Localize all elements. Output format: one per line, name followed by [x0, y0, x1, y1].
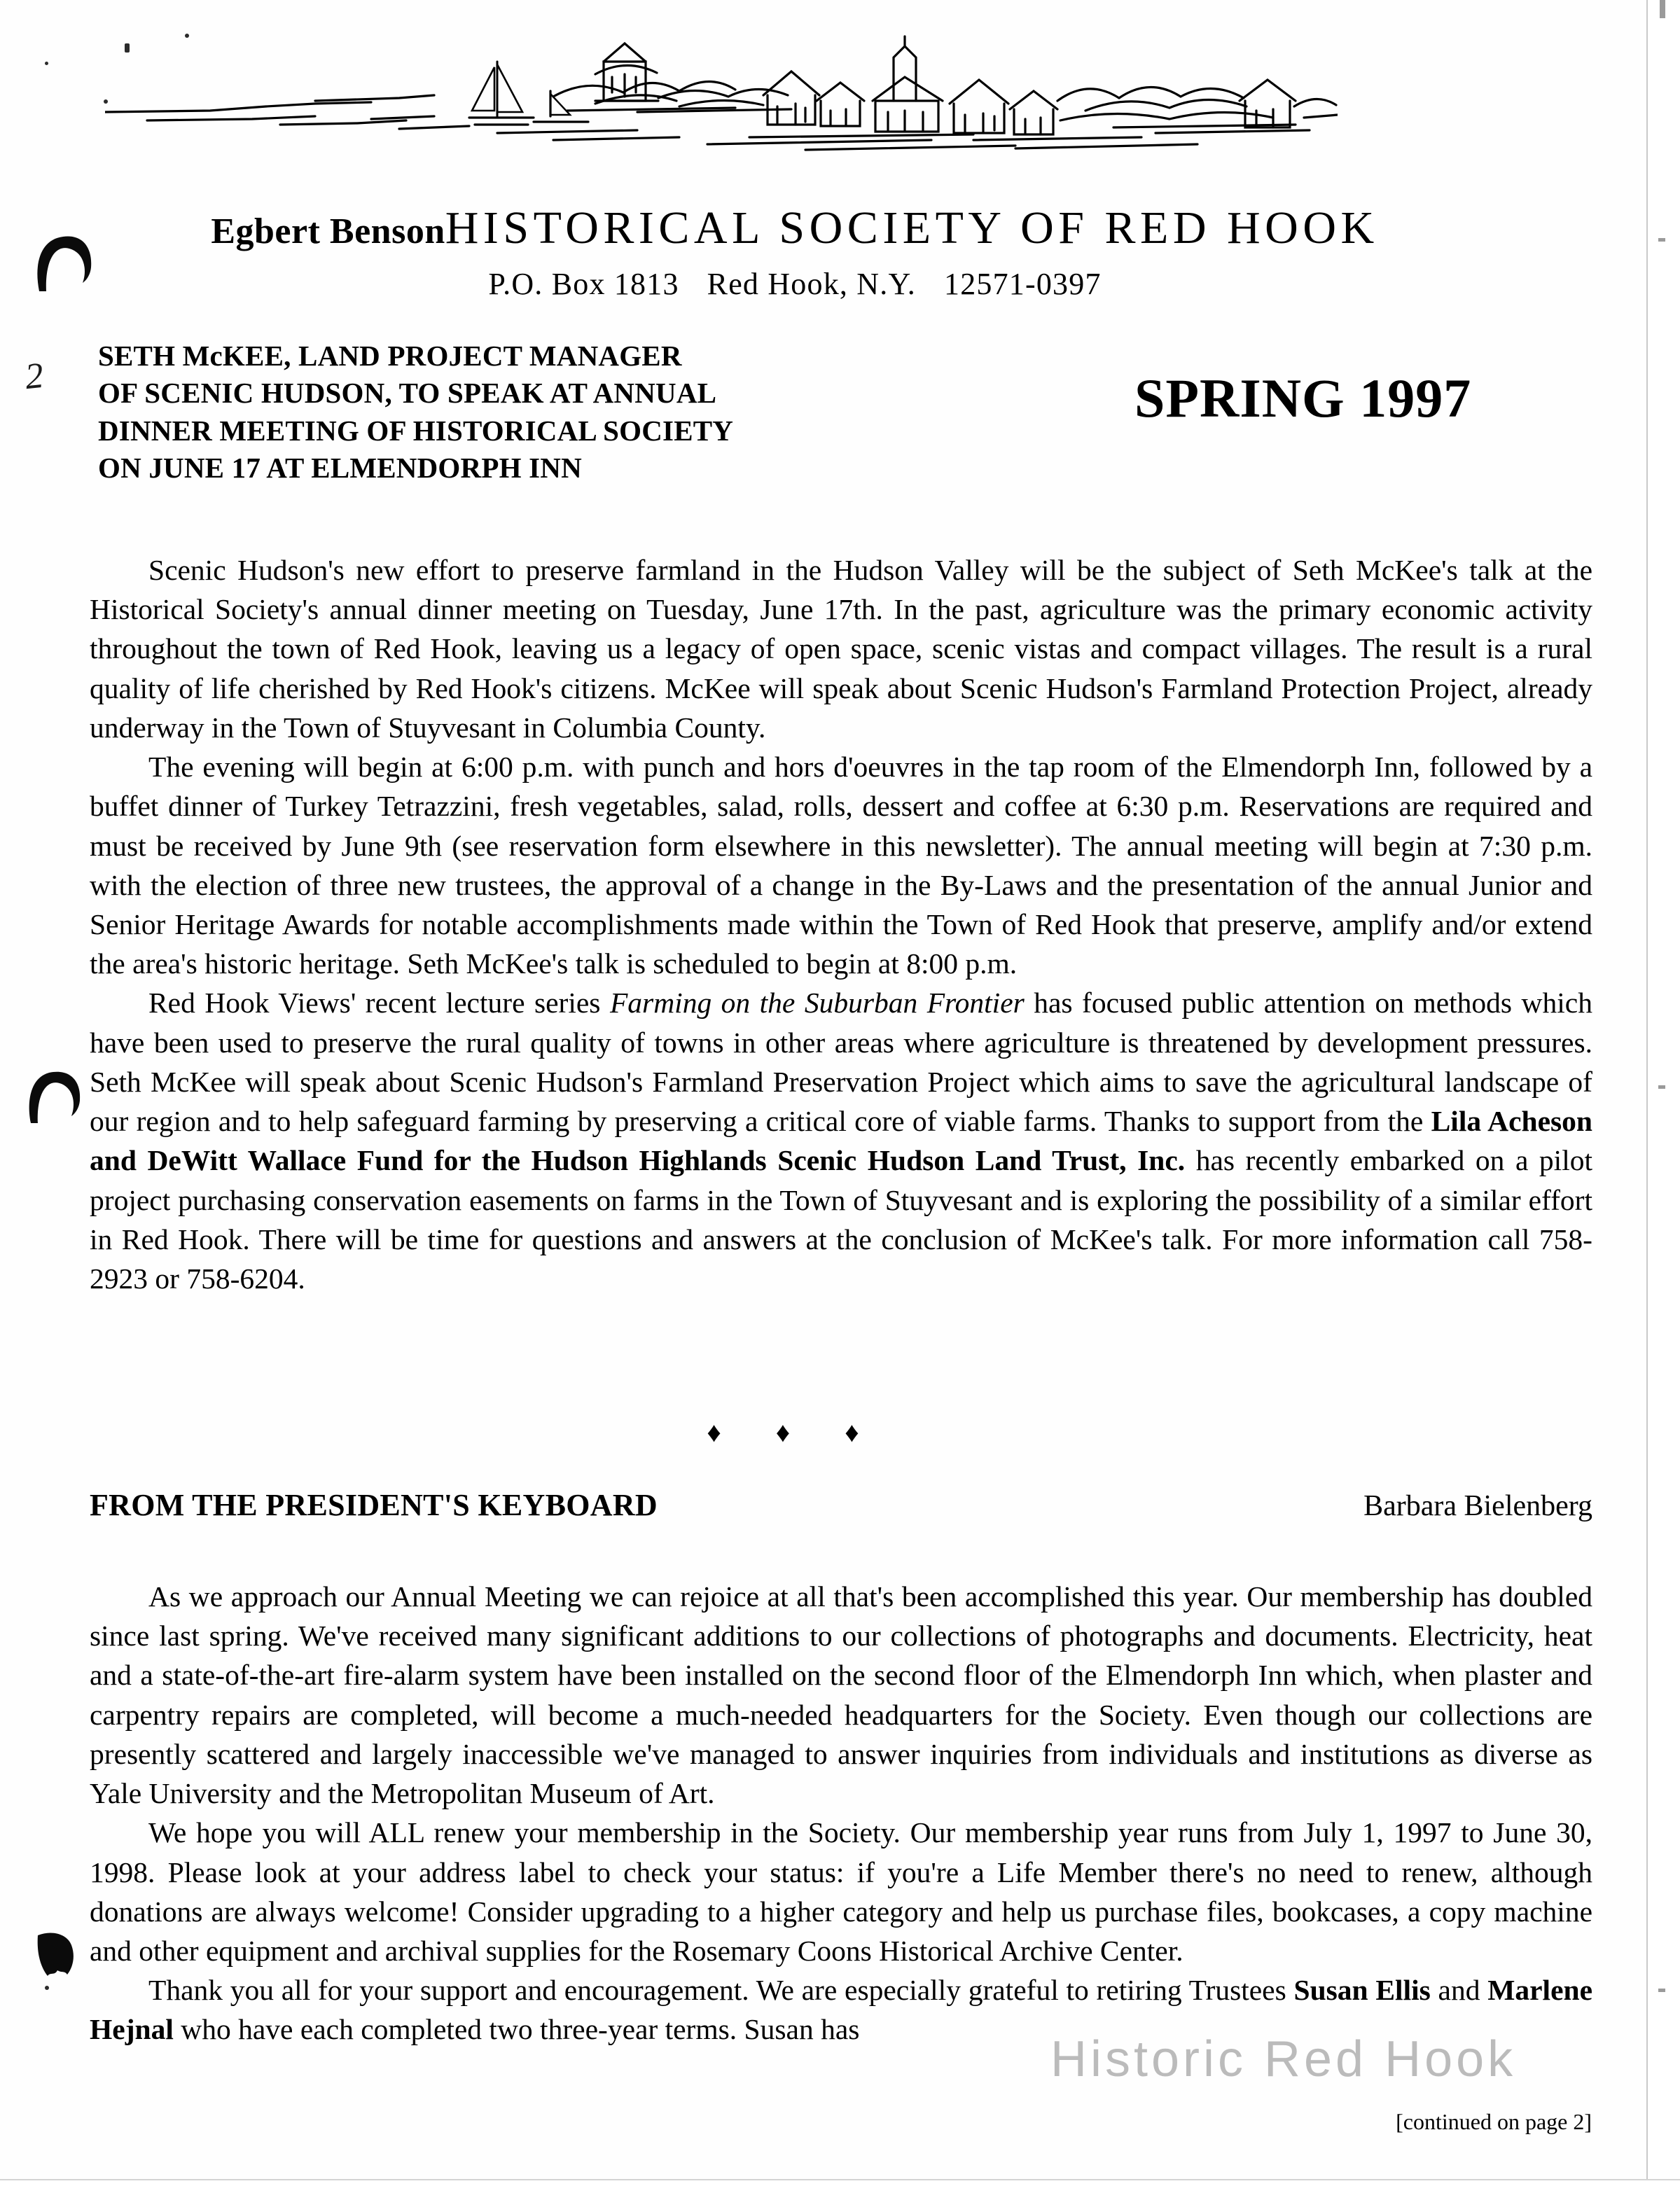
- edge-tick-mid3: [1658, 1989, 1665, 1992]
- issue-season: SPRING 1997: [1134, 368, 1472, 429]
- headline-line-2: OF SCENIC HUDSON, TO SPEAK AT ANNUAL: [98, 377, 717, 410]
- masthead-address: [0, 266, 1590, 302]
- scan-right-edge: [1646, 0, 1680, 2193]
- scan-speck: [45, 62, 48, 65]
- fund-name: Lila Acheson and DeWitt Wallace Fund for the Hudson Highlands Scenic Hudson Land Trust, Inc.: [90, 1105, 1592, 1177]
- headline-line-1: SETH McKEE, LAND PROJECT MANAGER: [98, 340, 682, 372]
- masthead-city-state: Red Hook, N.Y.: [707, 267, 916, 301]
- president-section-header: [90, 1487, 1592, 1523]
- article-headline: [98, 337, 966, 487]
- president-p3-text-b: who have each completed two three-year terms. Susan has: [173, 2013, 860, 2046]
- paragraph3-text-a: Red Hook Views' recent lecture series: [148, 987, 610, 1019]
- trustee-name-marlene-hejnal: Marlene Hejnal: [90, 1974, 1593, 2046]
- president-body: [90, 1577, 1592, 2049]
- edge-tick-mid: [1658, 238, 1665, 242]
- scan-ink-blob-bottom-left: [34, 1930, 77, 1980]
- president-byline: Barbara Bielenberg: [1363, 1490, 1592, 1522]
- watermark-historic-red-hook: Historic Red Hook: [1050, 2031, 1517, 2087]
- masthead-script-name: Egbert Benson: [211, 211, 445, 251]
- president-section-title: FROM THE PRESIDENT'S KEYBOARD: [90, 1488, 658, 1522]
- scan-speck: [45, 1986, 49, 1990]
- trustee-name-susan-ellis: Susan Ellis: [1293, 1974, 1431, 2007]
- article-body: [90, 550, 1592, 1298]
- diamond-separator: ♦ ♦ ♦: [707, 1416, 883, 1448]
- headline-line-4: ON JUNE 17 AT ELMENDORPH INN: [98, 451, 582, 484]
- masthead-title: [0, 202, 1590, 255]
- president-paragraph-3: [90, 1970, 1592, 2049]
- masthead-po-box: P.O. Box 1813: [488, 267, 679, 301]
- president-paragraph-2: We hope you will ALL renew your membership in the Society. Our membership year runs from July 1, 1997 to June 30, 1998. Please look at your address label to check your status: if you're a Life Member there's no need to renew, although donations are always welcome! Consider upgrading to a higher category and help us purchase files, bookcases, a copy machine and other equipment and archival supplies for the Rosemary Coons Historical Archive Center.: [90, 1816, 1592, 1967]
- village-engraving-illustration: [105, 34, 1338, 153]
- masthead-zip: 12571-0397: [944, 267, 1102, 301]
- headline-line-3: DINNER MEETING OF HISTORICAL SOCIETY: [98, 414, 734, 447]
- masthead-society-name: HISTORICAL SOCIETY OF RED HOOK: [445, 202, 1379, 253]
- continued-note: [continued on page 2]: [1396, 2109, 1592, 2134]
- article-paragraph-1: Scenic Hudson's new effort to preserve farmland in the Hudson Valley will be the subject of Seth McKee's talk at the Historical Society's annual dinner meeting on Tuesday, June 17th. In the past, agriculture was the primary economic activity throughout the town of Red Hook, leaving us a legacy of open space, scenic vistas and compact villages. The result is a rural quality of life cherished by Red Hook's citizens. McKee will speak about Scenic Hudson's Farmland Protection Project, already underway in the Town of Stuyvesant in Columbia County.: [90, 554, 1592, 744]
- president-paragraph-1: As we approach our Annual Meeting we can rejoice at all that's been accomplished this year. Our membership has doubled since last spring. We've received many significant additions to our collections of photographs and documents. Electricity, heat and a state-of-the-art fire-alarm system have been installed on the second floor of the Elmendorph Inn which, when plaster and carpentry repairs are completed, will become a much-needed headquarters for the Society. Even though our collections are presently scattered and largely inaccessible we've managed to answer inquiries from individuals and institutions as diverse as Yale University and the Metropolitan Museum of Art.: [90, 1580, 1592, 1810]
- president-p3-mid: and: [1430, 1974, 1488, 2007]
- paragraph3-text-b: has focused public attention on methods which have been used to preserve the rural quality of towns in other areas where agriculture is threatened by development pressures. Seth McKee will speak about Scenic Hudson's Farmland Preservation Project which aims to save the agricultural landscape of our region and to help safeguard farming by preserving a critical core of viable farms. Thanks to support from the: [90, 987, 1592, 1138]
- scan-hook-artifact-middle: [25, 1067, 84, 1123]
- article-paragraph-2: The evening will begin at 6:00 p.m. with punch and hors d'oeuvres in the tap room of the Elmendorph Inn, followed by a buffet dinner of Turkey Tetrazzini, fresh vegetables, salad, rolls, dessert and coffee at 6:30 p.m. Reservations are required and must be received by June 9th (see reservation form elsewhere in this newsletter). The annual meeting will begin at 7:30 p.m. with the election of three new trustees, the approval of a change in the By-Laws and the presentation of the annual Junior and Senior Heritage Awards for notable accomplishments made within the Town of Red Hook that preserve, amplify and/or extend the area's historic heritage. Seth McKee's talk is scheduled to begin at 8:00 p.m.: [90, 751, 1592, 980]
- handwritten-page-number: 2: [23, 355, 46, 398]
- president-p3-text-a: Thank you all for your support and encouragement. We are especially grateful to retiring Trustees: [148, 1974, 1294, 2007]
- edge-tick-top: [1660, 0, 1665, 18]
- paragraph3-text-c: has recently embarked on a pilot project purchasing conservation easements on farms in the Town of Stuyvesant and is exploring the possibility of a similar effort in Red Hook. There will be time for questions and answers at the conclusion of McKee's talk. For more information call 758-2923 or 758-6204.: [90, 1144, 1592, 1295]
- headline-row: [0, 337, 1680, 492]
- scan-bottom-edge: [0, 2179, 1680, 2193]
- article-paragraph-3: [90, 983, 1592, 1298]
- lecture-series-title: Farming on the Suburban Frontier: [609, 987, 1025, 1019]
- edge-tick-mid2: [1658, 1085, 1665, 1089]
